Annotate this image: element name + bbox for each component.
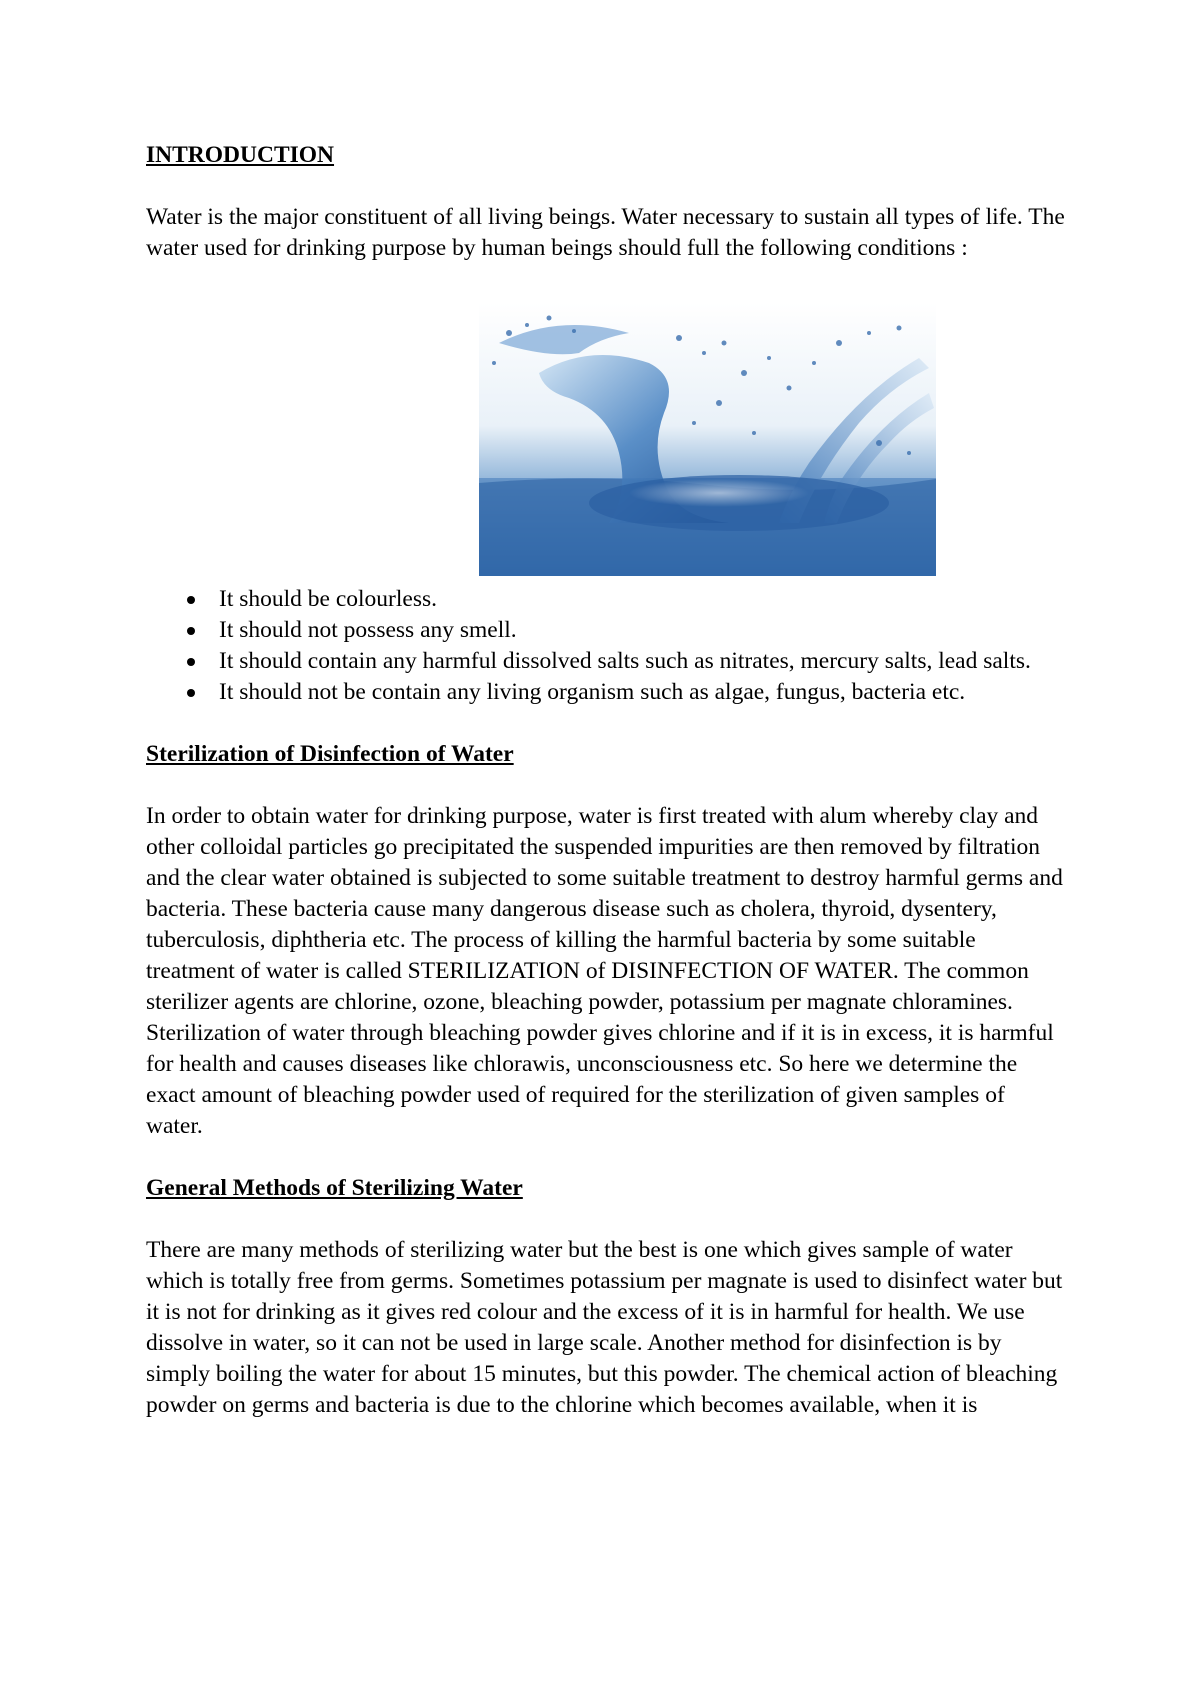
bullet-icon <box>187 658 195 666</box>
conditions-list <box>146 584 1066 708</box>
methods-heading: General Methods of Sterilizing Water <box>146 1175 523 1201</box>
methods-paragraph: There are many methods of sterilizing water but the best is one which gives sample of water which is totally free from germs. Sometimes potassium per magnate is used to disinfect water but it is not for drinking as it gives red colour and the excess of it is in harmful for health. We use dissolve in water, so it can not be used in large scale. Another method for disinfection is by simply boiling the water for about 15 minutes, but this powder. The chemical action of bleaching powder on germs and bacteria is due to the chlorine which becomes available, when it is <box>146 1237 1063 1418</box>
bullet-icon <box>187 627 195 635</box>
intro-heading: INTRODUCTION <box>146 142 335 168</box>
bullet-icon <box>187 689 195 697</box>
intro-paragraph: Water is the major constituent of all living beings. Water necessary to sustain all types of life. The water used for drinking purpose by human beings should full the following conditions : <box>146 204 1065 261</box>
list-item: It should not possess any smell. <box>146 615 1066 646</box>
water-splash-image <box>479 303 936 576</box>
bullet-icon <box>187 596 195 604</box>
list-item: It should be colourless. <box>146 584 1066 615</box>
list-item: It should contain any harmful dissolved salts such as nitrates, mercury salts, lead salts. <box>146 646 1066 677</box>
sterilization-paragraph: In order to obtain water for drinking purpose, water is first treated with alum whereby clay and other colloidal particles go precipitated the suspended impurities are then removed by filtration and the clear water obtained is subjected to some suitable treatment to destroy harmful germs and bacteria. These bacteria cause many dangerous disease such as cholera, thyroid, dysentery, tuberculosis, diphtheria etc. The process of killing the harmful bacteria by some suitable treatment of water is called STERILIZATION of DISINFECTION OF WATER. The common sterilizer agents are chlorine, ozone, bleaching powder, potassium per magnate chloramines. Sterilization of water through bleaching powder gives chlorine and if it is in excess, it is harmful for health and causes diseases like chlorawis, unconsciousness etc. So here we determine the exact amount of bleaching powder used of required for the sterilization of given samples of water. <box>146 803 1063 1139</box>
sterilization-heading: Sterilization of Disinfection of Water <box>146 741 514 767</box>
list-item: It should not be contain any living organism such as algae, fungus, bacteria etc. <box>146 677 1066 708</box>
document-page <box>146 140 1066 1452</box>
